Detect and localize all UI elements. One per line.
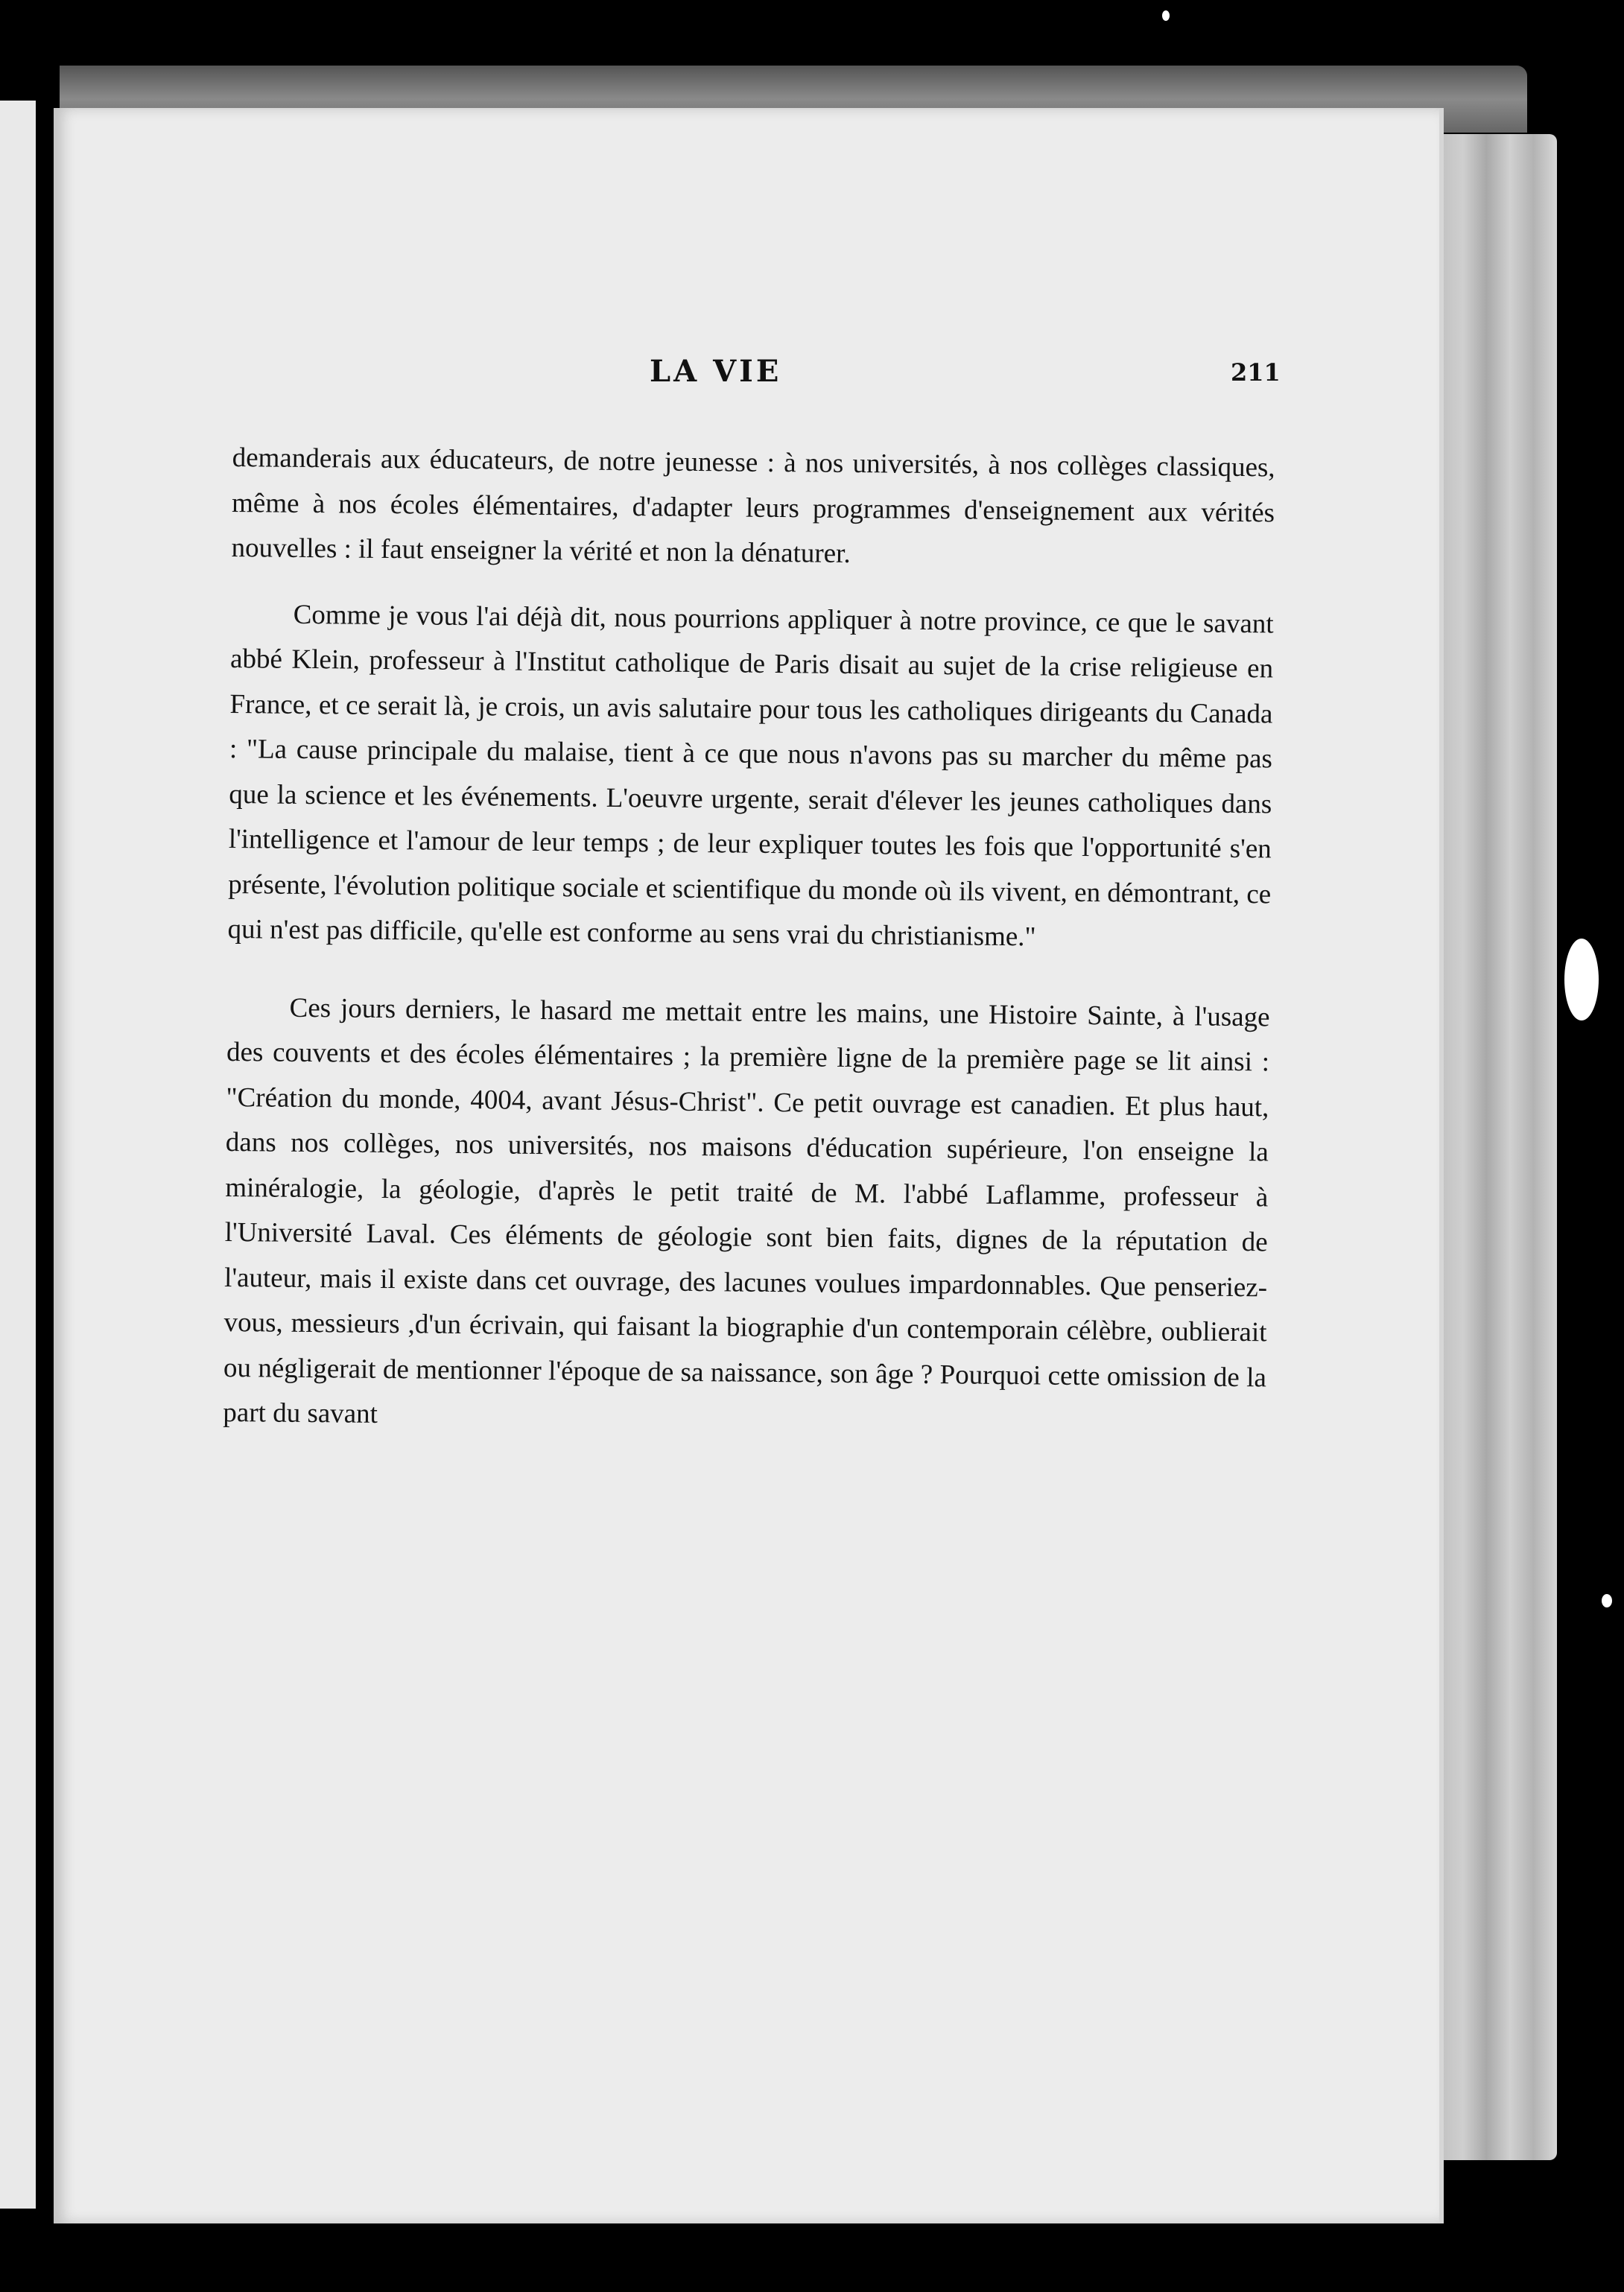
running-head-title: LA VIE [650,354,782,389]
scan-speck [1162,10,1170,21]
scan-speck [1564,939,1599,1020]
paragraph-1: demanderais aux éducateurs, de notre jeunesse : à nos universités, à nos collèges classiques, même à nos écoles élémentaires, d'adapter leurs programmes d'enseignement aux vérités nouvelles : il faut enseigner la vérité et non la dénaturer. [231,442,1275,569]
paragraph-3: Ces jours derniers, le hasard me mettait entre les mains, une Histoire Sainte, à l'usage des couvents et des écoles élémentaires ; la première ligne de la première page se lit ainsi : "Création du monde, 4004, avant Jésus-Christ". Ce petit ouvrage est canadien. Et plus haut, dans nos collèges, nos universités, nos maisons d'éducation supérieure, l'on enseigne la minéralogie, la géologie, d'après le petit traité de M. l'abbé Laflamme, professeur à l'Université Laval. Ces éléments de géologie sont bien faits, dignes de la réputation de l'auteur, mais il existe dans cet ouvrage, des lacunes voulues impardonnables. Que penseriez-vous, messieurs ,d'un écrivain, qui faisant la biographie d'un contemporain célèbre, oublierait ou négligerait de mentionner l'époque de sa naissance, son âge ? Pourquoi cette omission de la part du savant [223,992,1270,1429]
running-head [54,354,1439,399]
body-text [223,436,1275,1446]
scan-speck [1602,1594,1612,1607]
binding-gutter [36,82,54,2227]
book-page [54,108,1444,2223]
previous-page-edge [0,101,38,2209]
page-number: 211 [1231,358,1281,387]
paragraph-2: Comme je vous l'ai déjà dit, nous pourrions appliquer à notre province, ce que le savant abbé Klein, professeur à l'Institut catholique de Paris disait au sujet de la crise religieuse en France, et ce serait là, je crois, un avis salutaire pour tous les catholiques dirigeants du Canada : "La cause principale du malaise, tient à ce que nous n'avons pas su marcher du même pas que la science et les événements. L'oeuvre urgente, serait d'élever les jeunes catholiques dans l'intelligence et l'amour de leur temps ; de leur expliquer toutes les fois que l'opportunité s'en présente, l'évolution politique sociale et scientifique du monde où ils vivent, en démontrant, ce qui n'est pas difficile, qu'elle est conforme au sens vrai du christianisme." [227,599,1274,953]
